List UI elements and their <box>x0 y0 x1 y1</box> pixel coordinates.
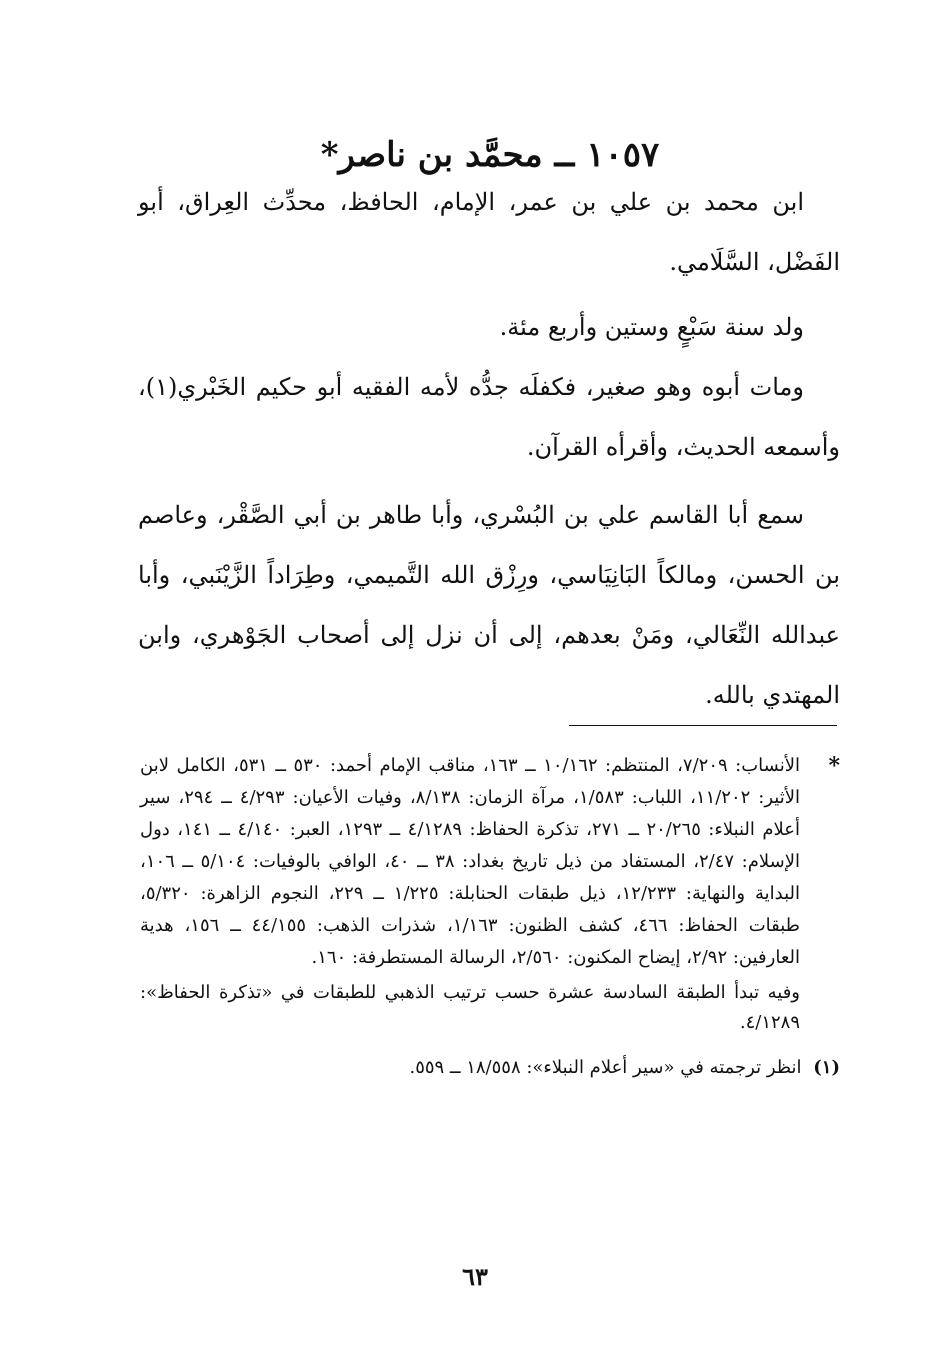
teachers-text: سمع أبا القاسم علي بن البُسْري، وأبا طاهر بن أبي الصَّقْر، وعاصم بن الحسن، ومالكاً البَانِيَاسي، ورِزْق الله التَّميمي، وطِرَاداً الزَّيْنَبي، وأبا عبدالله النِّعَالي، ومَنْ بعدهم، إلى أن نزل إلى أصحاب الجَوْهري، وابن المهتدي بالله. <box>138 501 840 709</box>
entry-title: ١٠٥٧ ــ محمَّد بن ناصر* <box>320 134 660 175</box>
biography-paragraph-3 <box>138 357 840 477</box>
birth-text: ولد سنة سَبْعٍ وستين وأربع مئة. <box>499 313 804 341</box>
footnote-1 <box>140 1052 840 1084</box>
biography-paragraph-4 <box>138 485 840 725</box>
footnotes-section <box>140 750 840 1084</box>
page-number: ٦٣ <box>462 1262 488 1291</box>
source-star-marker: * <box>828 753 840 779</box>
lineage-text: ابن محمد بن علي بن عمر، الإمام، الحافظ، محدِّث العِراق، أبو الفَضْل، السَّلَامي. <box>138 188 840 276</box>
upbringing-text: ومات أبوه وهو صغير، فكفلَه جدُّه لأمه الفقيه أبو حكيم الخَبْري(١)، وأسمعه الحديث، وأقرأه القرآن. <box>138 373 840 461</box>
biography-paragraph-1 <box>138 172 840 292</box>
sources-footnote <box>140 750 840 974</box>
footnote-1-text: انظر ترجمته في «سير أعلام النبلاء»: ١٨/٥٥٨ ــ ٥٥٩. <box>409 1057 802 1078</box>
layer-note: وفيه تبدأ الطبقة السادسة عشرة حسب ترتيب الذهبي للطبقات في «تذكرة الحفاظ»: ٤/١٢٨٩. <box>140 982 800 1033</box>
footnote-divider <box>569 725 837 726</box>
footnote-1-marker: (١) <box>813 1057 840 1078</box>
biography-paragraph-2 <box>138 297 840 357</box>
sources-text: الأنساب: ٧/٢٠٩، المنتظم: ١٠/١٦٢ ــ ١٦٣، مناقب الإمام أحمد: ٥٣٠ ــ ٥٣١، الكامل لابن الأثير: ١١/٢٠٢، اللباب: ١/٥٨٣، مرآة الزمان: ٨/١٣٨، وفيات الأعيان: ٤/٢٩٣ ــ ٢٩٤، سير أعلام النبلاء: ٢٠/٢٦٥ ــ ٢٧١، تذكرة الحفاظ: ٤/١٢٨٩ ــ ١٢٩٣، العبر: ٤/١٤٠ ــ ١٤١، دول الإسلام: ٢/٤٧، المستفاد من ذيل تاريخ بغداد: ٣٨ ــ ٤٠، الوافي بالوفيات: ٥/١٠٤ ــ ١٠٦، البداية والنهاية: ١٢/٢٣٣، ذيل طبقات الحنابلة: ١/٢٢٥ ــ ٢٢٩، النجوم الزاهرة: ٥/٣٢٠، طبقات الحفاظ: ٤٦٦، كشف الظنون: ١/١٦٣، شذرات الذهب: ٤٤/١٥٥ ــ ١٥٦، هدية العارفين: ٢/٩٢، إيضاح المكنون: ٢/٥٦٠، الرسالة المستطرفة: ١٦٠. <box>140 755 800 968</box>
